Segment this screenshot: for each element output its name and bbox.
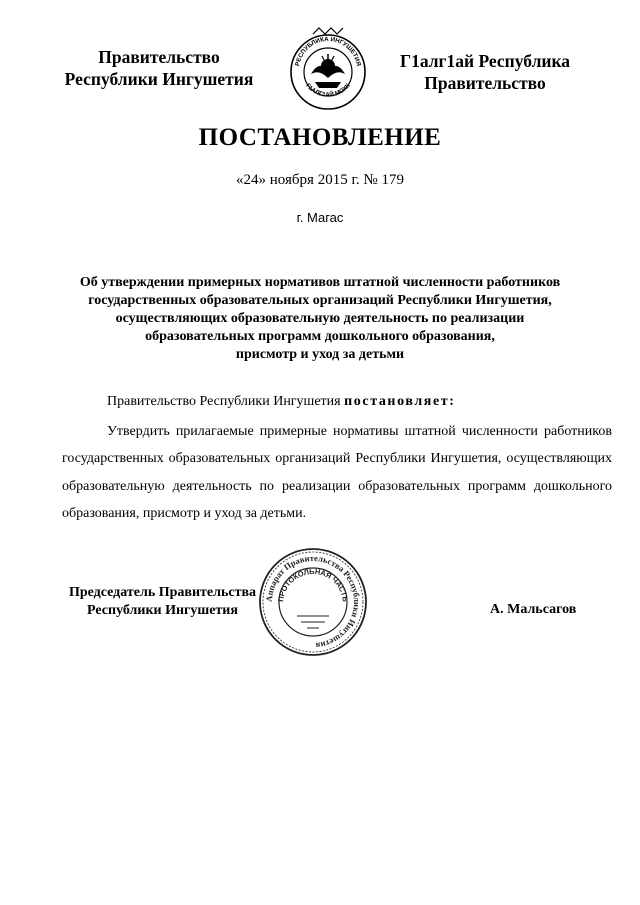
svg-text:Аппарат Правительства Республи: Аппарат Правительства Республики Ингушетия	[263, 552, 363, 651]
svg-text:РЕСПУБЛИКА ИНГУШЕТИЯ: РЕСПУБЛИКА ИНГУШЕТИЯ	[294, 35, 362, 67]
intro-emphasis: постановляет:	[344, 394, 456, 409]
title-line: присмотр и уход за детьми	[235, 347, 405, 362]
main-paragraph: Утвердить прилагаемые примерные нормативы штатной численности работников государственных образовательных организаций Республики Ингушетия, осуществляющих образовательную деятельность по реализации образовательных программ дошкольного образования, присмотр и уход за детьми.	[62, 424, 612, 521]
document-city: г. Магас	[296, 210, 344, 225]
signature-title-line2: Республики Ингушетия	[87, 603, 238, 618]
svg-text:ПРОТОКОЛЬНАЯ ЧАСТЬ: ПРОТОКОЛЬНАЯ ЧАСТЬ	[276, 566, 350, 603]
header-left-block	[30, 46, 288, 90]
coat-of-arms-icon	[289, 24, 367, 114]
signature-title	[60, 584, 265, 620]
header-left-line1: Правительство	[98, 47, 220, 67]
svg-text:Г1АЛГ1АЙ МОХК: Г1АЛГ1АЙ МОХК	[304, 82, 352, 99]
title-line: осуществляющих образовательную деятельность по реализации	[115, 311, 525, 326]
header-right-line1: Г1алг1ай Республика	[399, 51, 571, 71]
title-line: государственных образовательных организаций Республики Ингушетия,	[88, 293, 552, 308]
title-line: образовательных программ дошкольного образования,	[145, 329, 495, 344]
title-line: Об утверждении примерных нормативов штатной численности работников	[79, 275, 561, 290]
document-type-heading: ПОСТАНОВЛЕНИЕ	[198, 124, 442, 151]
signature-name: А. Мальсагов	[490, 602, 577, 617]
header-right-block	[380, 50, 590, 94]
signature-title-line1: Председатель Правительства	[68, 585, 257, 600]
intro-text: Правительство Республики Ингушетия	[107, 394, 345, 409]
document-date-number: «24» ноября 2015 г. № 179	[236, 172, 404, 188]
intro-paragraph	[62, 394, 612, 410]
header-left-line2: Республики Ингушетия	[64, 69, 254, 89]
header-right-line2: Правительство	[424, 73, 546, 93]
round-seal-icon	[257, 546, 369, 658]
document-title	[50, 274, 590, 364]
